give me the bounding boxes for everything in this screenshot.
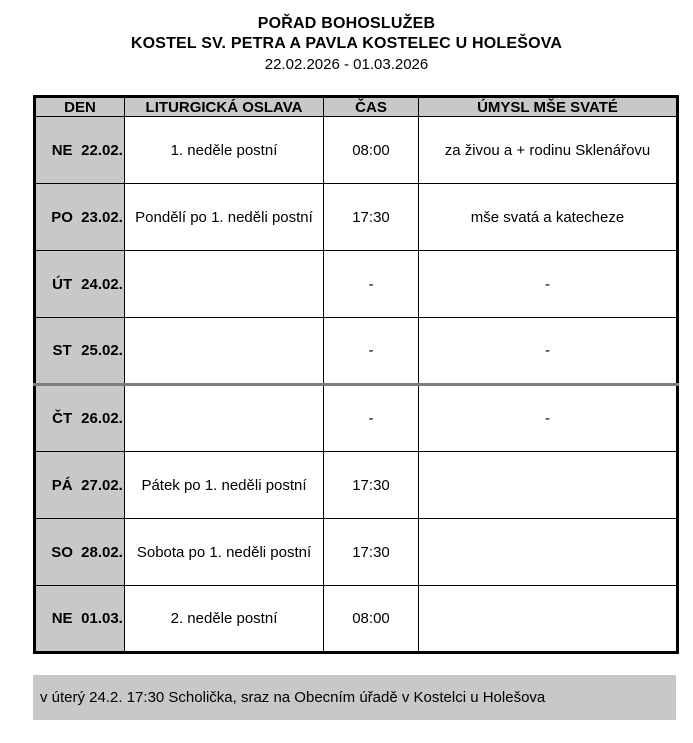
document-header (0, 14, 693, 75)
table-row (35, 184, 678, 251)
day-date: 26.02. (81, 410, 123, 427)
day-abbrev: PO (51, 208, 73, 226)
intention-cell: mše svatá a katecheze (419, 184, 678, 251)
day-date: 25.02. (81, 342, 123, 359)
col-header-day: DEN (35, 97, 125, 117)
time-cell: - (324, 385, 419, 452)
note-text: v úterý 24.2. 17:30 Scholička, sraz na Obecním úřadě v Kostelci u Holešova (40, 689, 546, 706)
page-title: POŘAD BOHOSLUŽEB (257, 15, 436, 32)
intention-cell (419, 586, 678, 653)
day-cell (35, 318, 125, 385)
table-row (35, 452, 678, 519)
day-date: 22.02. (81, 141, 123, 159)
celebration-cell (125, 385, 324, 452)
intention-cell: - (419, 318, 678, 385)
time-cell: - (324, 251, 419, 318)
celebration-cell: Pátek po 1. neděli postní (125, 452, 324, 519)
day-date: 23.02. (81, 208, 123, 226)
note-bar (33, 675, 676, 720)
celebration-cell: Sobota po 1. neděli postní (125, 519, 324, 586)
intention-cell (419, 452, 678, 519)
celebration-cell (125, 318, 324, 385)
schedule-table (33, 95, 679, 654)
day-abbrev: ST (52, 342, 72, 359)
time-cell: 17:30 (324, 452, 419, 519)
celebration-cell: 1. neděle postní (125, 117, 324, 184)
table-header-row (35, 97, 678, 117)
church-name: KOSTEL SV. PETRA A PAVLA KOSTELEC U HOLEŠOVA (130, 35, 563, 52)
col-header-celebration: LITURGICKÁ OSLAVA (125, 97, 324, 117)
day-cell (35, 385, 125, 452)
day-date: 28.02. (81, 543, 123, 561)
day-abbrev: ÚT (52, 275, 73, 293)
day-abbrev: NE (51, 610, 73, 627)
intention-cell: za živou a + rodinu Sklenářovu (419, 117, 678, 184)
day-cell (35, 452, 125, 519)
col-header-intention: ÚMYSL MŠE SVATÉ (419, 97, 678, 117)
table-row (35, 117, 678, 184)
day-abbrev: SO (51, 543, 73, 561)
time-cell: 17:30 (324, 184, 419, 251)
celebration-cell (125, 251, 324, 318)
celebration-cell: Pondělí po 1. neděli postní (125, 184, 324, 251)
table-row (35, 251, 678, 318)
table-row (35, 586, 678, 653)
table-row (35, 519, 678, 586)
day-abbrev: NE (51, 141, 73, 159)
time-cell: 08:00 (324, 586, 419, 653)
time-cell: 08:00 (324, 117, 419, 184)
table-row (35, 318, 678, 385)
intention-cell (419, 519, 678, 586)
day-abbrev: ČT (52, 410, 73, 427)
day-cell (35, 251, 125, 318)
intention-cell: - (419, 385, 678, 452)
col-header-time: ČAS (324, 97, 419, 117)
day-cell (35, 117, 125, 184)
table-row (35, 385, 678, 452)
day-date: 27.02. (81, 476, 123, 494)
day-cell (35, 586, 125, 653)
intention-cell: - (419, 251, 678, 318)
day-date: 01.03. (81, 610, 123, 627)
date-range: 22.02.2026 - 01.03.2026 (264, 56, 429, 73)
day-date: 24.02. (81, 275, 123, 293)
day-cell (35, 519, 125, 586)
celebration-cell: 2. neděle postní (125, 586, 324, 653)
day-abbrev: PÁ (51, 476, 73, 494)
time-cell: - (324, 318, 419, 385)
day-cell (35, 184, 125, 251)
time-cell: 17:30 (324, 519, 419, 586)
